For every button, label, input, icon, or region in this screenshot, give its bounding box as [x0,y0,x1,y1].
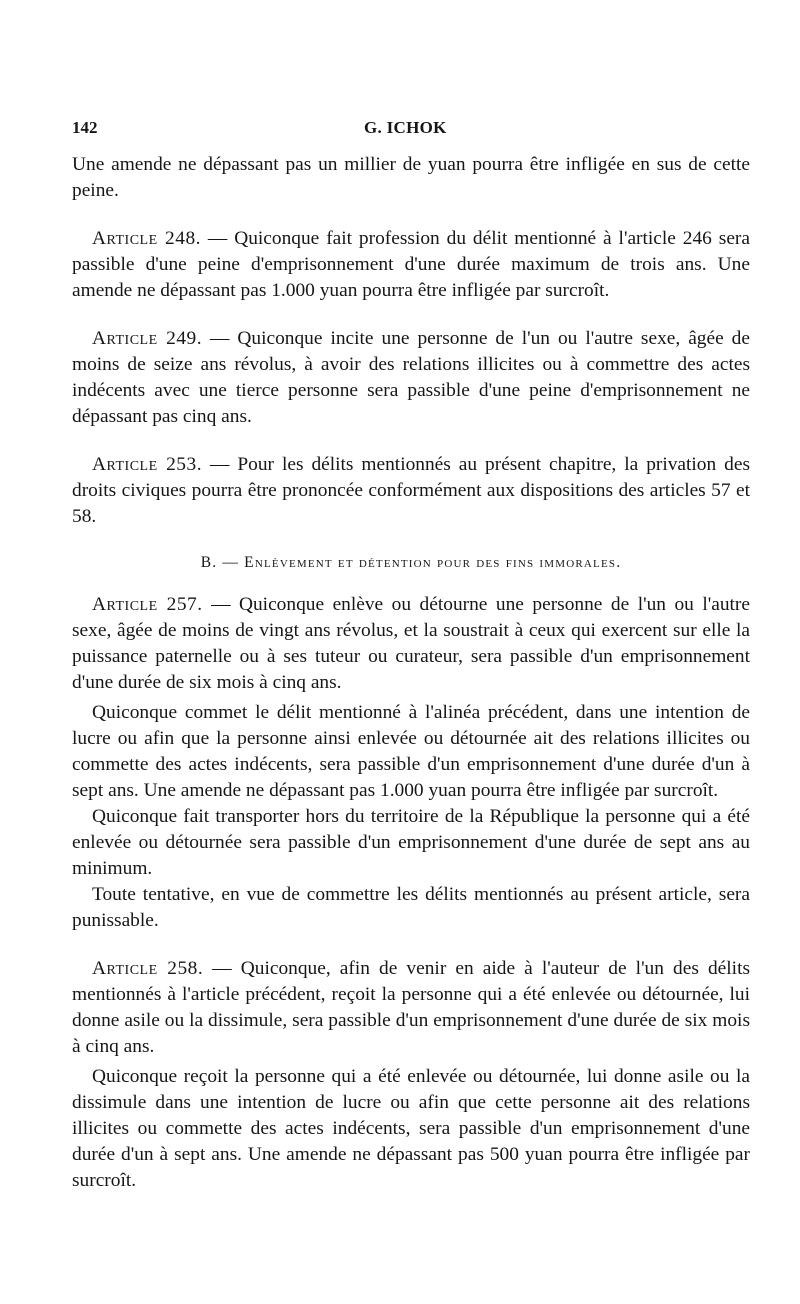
article-257-paragraph-4: Toute tentative, en vue de commettre les délits mentionnés au présent article, sera punissable. [72,884,750,931]
running-title: G. ICHOK [364,118,447,137]
article-257-text: — Quiconque enlève ou détourne une personne de l'un ou l'autre sexe, âgée de moins de vingt ans révolus, et la soustrait à ceux qui exercent sur elle la puissance paternelle ou à ses tuteur ou curateur, sera passible d'un emprisonnement d'une durée de six mois à cinq ans. [72,594,750,693]
article-253-paragraph [72,452,750,530]
article-249-text: — Quiconque incite une personne de l'un ou l'autre sexe, âgée de moins de seize ans révolus, à avoir des relations illicites ou à commettre des actes indécents avec une tierce personne sera passible d'une peine d'emprisonnement ne dépassant pas cinq ans. [72,328,750,427]
article-253-label: Article 253. [92,454,203,475]
article-257-label: Article 257. [92,594,203,615]
intro-paragraph: Une amende ne dépassant pas un millier de yuan pourra être infligée en sus de cette peine. [72,154,750,201]
page-number: 142 [72,118,98,137]
section-b-heading: B. — Enlèvement et détention pour des fins immorales. [200,554,622,571]
article-257-paragraph-2: Quiconque commet le délit mentionné à l'alinéa précédent, dans une intention de lucre ou afin que la personne ainsi enlevée ou détournée ait des relations illicites ou commette des actes indécents, sera passible d'un emprisonnement d'une durée d'un à sept ans. Une amende ne dépassant pas 1.000 yuan pourra être infligée par surcroît. [72,702,750,801]
article-257-paragraph-3: Quiconque fait transporter hors du territoire de la République la personne qui a été enlevée ou détournée sera passible d'un emprisonnement d'une durée de sept ans au minimum. [72,806,750,879]
book-page [72,118,750,1194]
article-258-text: — Quiconque, afin de venir en aide à l'auteur de l'un des délits mentionnés à l'article précédent, reçoit la personne qui a été enlevée ou détournée, lui donne asile ou la dissimule, sera passible d'un emprisonnement d'une durée de six mois à cinq ans. [72,958,751,1057]
article-257-paragraph [72,592,750,696]
article-249-label: Article 249. [92,328,203,349]
article-249-paragraph [72,326,750,430]
article-253-text: — Pour les délits mentionnés au présent chapitre, la privation des droits civiques pourra être prononcée conformément aux dispositions des articles 57 et 58. [72,454,751,527]
article-258-label: Article 258. [92,958,204,979]
article-248-text: — Quiconque fait profession du délit mentionné à l'article 246 sera passible d'une peine d'emprisonnement d'une durée maximum de trois ans. Une amende ne dépassant pas 1.000 yuan pourra être infligée par surcroît. [72,228,750,301]
article-258-paragraph-2: Quiconque reçoit la personne qui a été enlevée ou détournée, lui donne asile ou la dissimule dans une intention de lucre ou afin que cette personne ait des relations illicites ou commette des actes indécents, sera passible d'un emprisonnement d'une durée d'un à sept ans. Une amende ne dépassant pas 500 yuan pourra être infligée par surcroît. [72,1066,750,1191]
article-248-label: Article 248. [92,228,201,249]
article-258-paragraph [72,956,750,1060]
page-header [72,118,750,148]
article-248-paragraph [72,226,750,304]
